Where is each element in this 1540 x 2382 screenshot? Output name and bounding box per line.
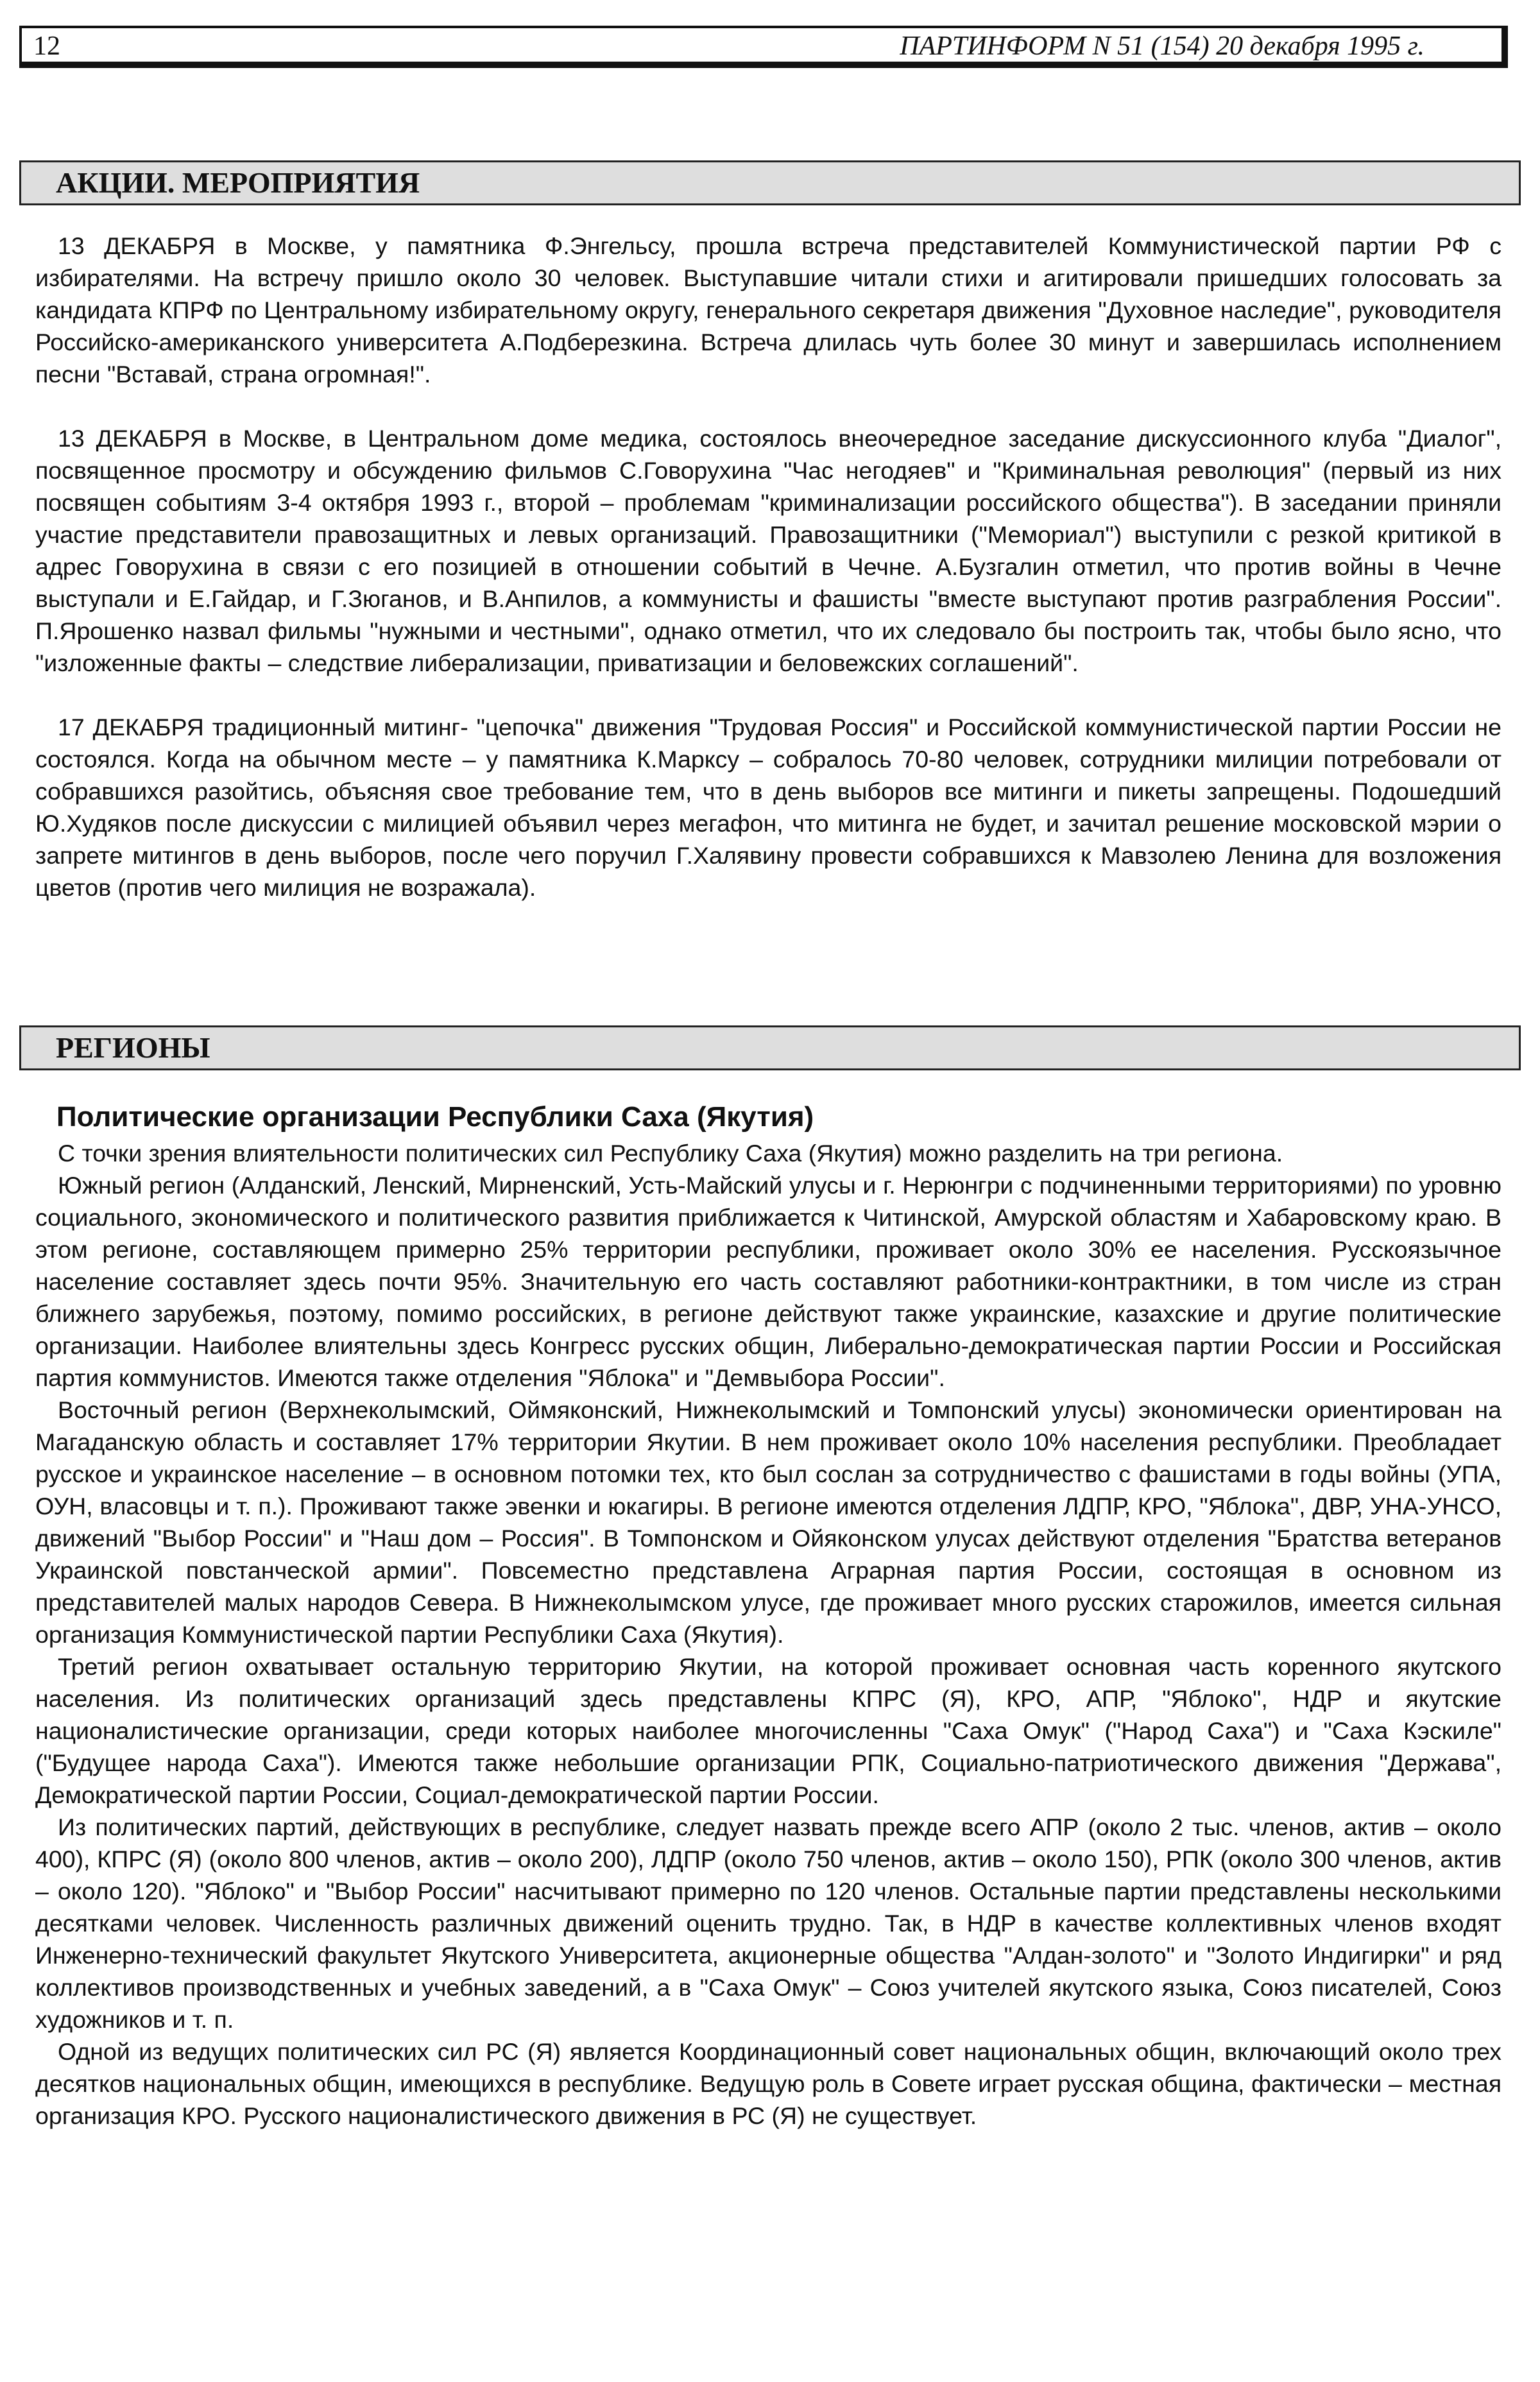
article-title: Политические организации Республики Саха (Якутия) (56, 1101, 814, 1133)
paragraph: С точки зрения влиятельности политических сил Республику Саха (Якутия) можно разделить на три региона. (58, 1140, 1283, 1167)
section-body-actions (35, 230, 1502, 904)
section-heading-actions: АКЦИИ. МЕРОПРИЯТИЯ (19, 160, 1521, 205)
paragraph: 13 ДЕКАБРЯ в Москве, у памятника Ф.Энгельсу, прошла встреча представителей Коммунистической партии РФ с избирателями. На встречу пришло около 30 человек. Выступавшие читали стихи и агитировали пришедших голосовать за кандидата КПРФ по Центральному избирательному округу, генерального секретаря движения "Духовное наследие", руководителя Российско-американского университета А.Подберезкина. Встреча длилась чуть более 30 минут и завершилась исполнением песни "Вставай, страна огромная!". (35, 232, 1502, 388)
paragraph: Из политических партий, действующих в республике, следует назвать прежде всего АПР (около 2 тыс. членов, актив – около 400), КПРС (Я) (около 800 членов, актив – около 200), ЛДПР (около 750 членов, актив – около 150), РПК (около 300 членов, актив – около 120). "Яблоко" и "Выбор России" насчитывают примерно по 120 членов. Остальные партии представлены несколькими десятками человек. Численность различных движений оценить трудно. Так, в НДР в качестве коллективных членов входят Инженерно-технический факультет Якутского Университета, акционерные общества "Алдан-золото" и "Золото Индигирки" и ряд коллективов производственных и учебных заведений, а в "Саха Омук" – Союз учителей якутского языка, Союз писателей, Союз художников и т. п. (35, 1813, 1502, 2033)
paragraph: Южный регион (Алданский, Ленский, Мирненский, Усть-Майский улусы и г. Нерюнгри с подчиненными территориями) по уровню социального, экономического и политического развития приближается к Читинской, Амурской областям и Хабаровскому краю. В этом регионе, составляющем примерно 25% территории республики, проживает около 30% ее населения. Русскоязычное население составляет здесь почти 95%. Значительную его часть составляют работники-контрактники, в том числе из стран ближнего зарубежья, поэтому, помимо российских, в регионе действуют также украинские, казахские и другие политические организации. Наиболее влиятельны здесь Конгресс русских общин, Либерально-демократическая партии России и Российская партия коммунистов. Имеются также отделения "Яблока" и "Демвыбора России". (35, 1172, 1502, 1391)
paragraph: 13 ДЕКАБРЯ в Москве, в Центральном доме медика, состоялось внеочередное заседание дискуссионного клуба "Диалог", посвященное просмотру и обсуждению фильмов С.Говорухина "Час негодяев" и "Криминальная революция" (первый из них посвящен событиям 3-4 октября 1993 г., второй – проблемам "криминализации российского общества"). В заседании приняли участие представители правозащитных и левых организаций. Правозащитники ("Мемориал") выступили с резкой критикой в адрес Говорухина в связи с его позицией в отношении событий в Чечне. А.Бузгалин отметил, что против войны в Чечне выступали и Е.Гайдар, и Г.Зюганов, и В.Анпилов, а коммунисты и фашисты "вместе выступают против разграбления России". П.Ярошенко назвал фильмы "нужными и честными", однако отметил, что их следовало бы построить так, чтобы было ясно, что "изложенные факты – следствие либерализации, приватизации и беловежских соглашений". (35, 425, 1502, 676)
paragraph: Одной из ведущих политических сил РС (Я) является Координационный совет национальных общин, включающий около трех десятков национальных общин, имеющихся в республике. Ведущую роль в Совете играет русская община, фактически – местная организация КРО. Русского националистического движения в РС (Я) не существует. (35, 2038, 1502, 2129)
paragraph: Восточный регион (Верхнеколымский, Оймяконский, Нижнеколымский и Томпонский улусы) экономически ориентирован на Магаданскую область и составляет 17% территории Якутии. В нем проживает около 10% населения республики. Преобладает русское и украинское население – в основном потомки тех, кто был сослан за сотрудничество с фашистами в годы войны (УПА, ОУН, власовцы и т. п.). Проживают также эвенки и юкагиры. В регионе имеются отделения ЛДПР, КРО, "Яблока", ДВР, УНА-УНСО, движений "Выбор России" и "Наш дом – Россия". В Томпонском и Ойяконском улусах действуют отделения "Братства ветеранов Украинской повстанческой армии". Повсеместно представлена Аграрная партия России, состоящая в основном из представителей малых народов Севера. В Нижнеколымском улусе, где проживает много русских старожилов, имеется сильная организация Коммунистической партии Республики Саха (Якутия). (35, 1396, 1502, 1648)
issue-title: ПАРТИНФОРМ N 51 (154) 20 декабря 1995 г. (900, 31, 1425, 61)
page-header (19, 26, 1508, 68)
section-heading-regions: РЕГИОНЫ (19, 1025, 1521, 1070)
paragraph: 17 ДЕКАБРЯ традиционный митинг- "цепочка" движения "Трудовая Россия" и Российской коммунистической партии России не состоялся. Когда на обычном месте – у памятника К.Марксу – собралось 70-80 человек, сотрудники милиции потребовали от собравшихся разойтись, объясняя свое требование тем, что в день выборов все митинги и пикеты запрещены. Подошедший Ю.Худяков после дискуссии с милицией объявил через мегафон, что митинга не будет, и зачитал решение московской мэрии о запрете митингов в день выборов, после чего поручил Г.Халявину провести собравшихся к Мавзолею Ленина для возложения цветов (против чего милиция не возражала). (35, 714, 1502, 901)
page-number: 12 (33, 31, 60, 61)
paragraph: Третий регион охватывает остальную территорию Якутии, на которой проживает основная часть коренного якутского населения. Из политических организаций здесь представлены КПРС (Я), КРО, АПР, "Яблоко", НДР и якутские националистические организации, среди которых наиболее многочисленны "Саха Омук" ("Народ Саха") и "Саха Кэскиле" ("Будущее народа Саха"). Имеются также небольшие организации РПК, Социально-патриотического движения "Держава", Демократической партии России, Социал-демократической партии России. (35, 1653, 1502, 1808)
section-body-regions (35, 1137, 1502, 2132)
